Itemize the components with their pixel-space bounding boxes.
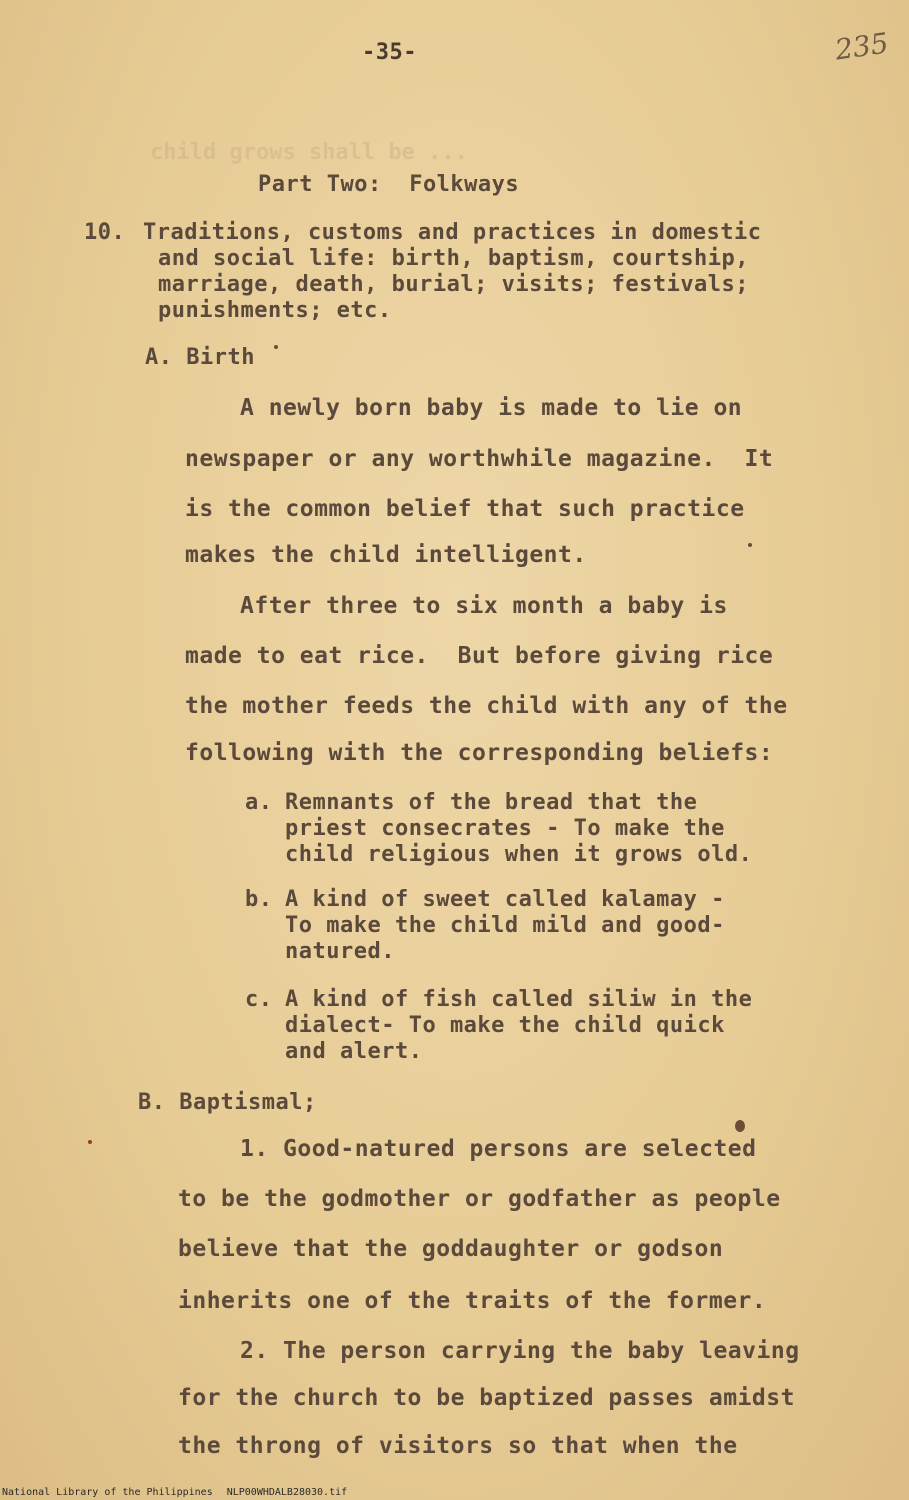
paragraph-line: 2. The person carrying the baby leaving xyxy=(240,1338,800,1364)
paragraph-line: made to eat rice. But before giving rice xyxy=(185,643,774,669)
list-line: natured. xyxy=(285,939,395,964)
list-line: To make the child mild and good- xyxy=(285,913,725,938)
footer-library: National Library of the Philippines xyxy=(2,1487,213,1498)
paragraph-line: believe that the goddaughter or godson xyxy=(178,1236,724,1262)
list-line: and alert. xyxy=(285,1039,423,1064)
item-line: and social life: birth, baptism, courtship, xyxy=(158,246,750,271)
paragraph-line: inherits one of the traits of the former. xyxy=(178,1288,767,1314)
page-number: -35- xyxy=(362,40,417,65)
paragraph-line: After three to six month a baby is xyxy=(240,593,728,619)
footer-file: NLP00WHDALB28030.tif xyxy=(226,1487,348,1498)
part-heading: Part Two: Folkways xyxy=(258,172,520,197)
item-line: marriage, death, burial; visits; festivals; xyxy=(158,272,750,297)
list-label: a. xyxy=(245,790,273,815)
section-heading: A. Birth xyxy=(145,345,255,370)
paragraph-line: newspaper or any worthwhile magazine. It xyxy=(185,446,774,472)
paragraph-line: makes the child intelligent. xyxy=(185,542,587,568)
list-label: b. xyxy=(245,887,273,912)
ink-mark xyxy=(748,543,752,547)
list-line: child religious when it grows old. xyxy=(285,842,753,867)
scan-footer xyxy=(2,1487,361,1498)
list-line: Remnants of the bread that the xyxy=(285,790,698,815)
handwritten-page-number: 235 xyxy=(832,26,891,67)
item-number: 10. xyxy=(84,220,126,245)
ink-mark xyxy=(274,345,278,349)
paragraph-line: A newly born baby is made to lie on xyxy=(240,395,743,421)
paragraph-line: the throng of visitors so that when the xyxy=(178,1433,738,1459)
paragraph-line: following with the corresponding beliefs: xyxy=(185,740,774,766)
list-line: A kind of fish called siliw in the xyxy=(285,987,753,1012)
paragraph-line: is the common belief that such practice xyxy=(185,496,745,522)
paragraph-line: for the church to be baptized passes amidst xyxy=(178,1385,795,1411)
section-heading: B. Baptismal; xyxy=(138,1090,317,1115)
item-line: Traditions, customs and practices in domestic xyxy=(143,220,762,245)
list-line: priest consecrates - To make the xyxy=(285,816,725,841)
paragraph-line: to be the godmother or godfather as people xyxy=(178,1186,781,1212)
ink-blot xyxy=(735,1120,745,1132)
list-line: A kind of sweet called kalamay - xyxy=(285,887,725,912)
bleed-through: child grows shall be ... xyxy=(150,140,468,165)
list-line: dialect- To make the child quick xyxy=(285,1013,725,1038)
item-line: punishments; etc. xyxy=(158,298,392,323)
ink-mark xyxy=(88,1140,92,1144)
paragraph-line: 1. Good-natured persons are selected xyxy=(240,1136,757,1162)
list-label: c. xyxy=(245,987,273,1012)
paragraph-line: the mother feeds the child with any of the xyxy=(185,693,788,719)
